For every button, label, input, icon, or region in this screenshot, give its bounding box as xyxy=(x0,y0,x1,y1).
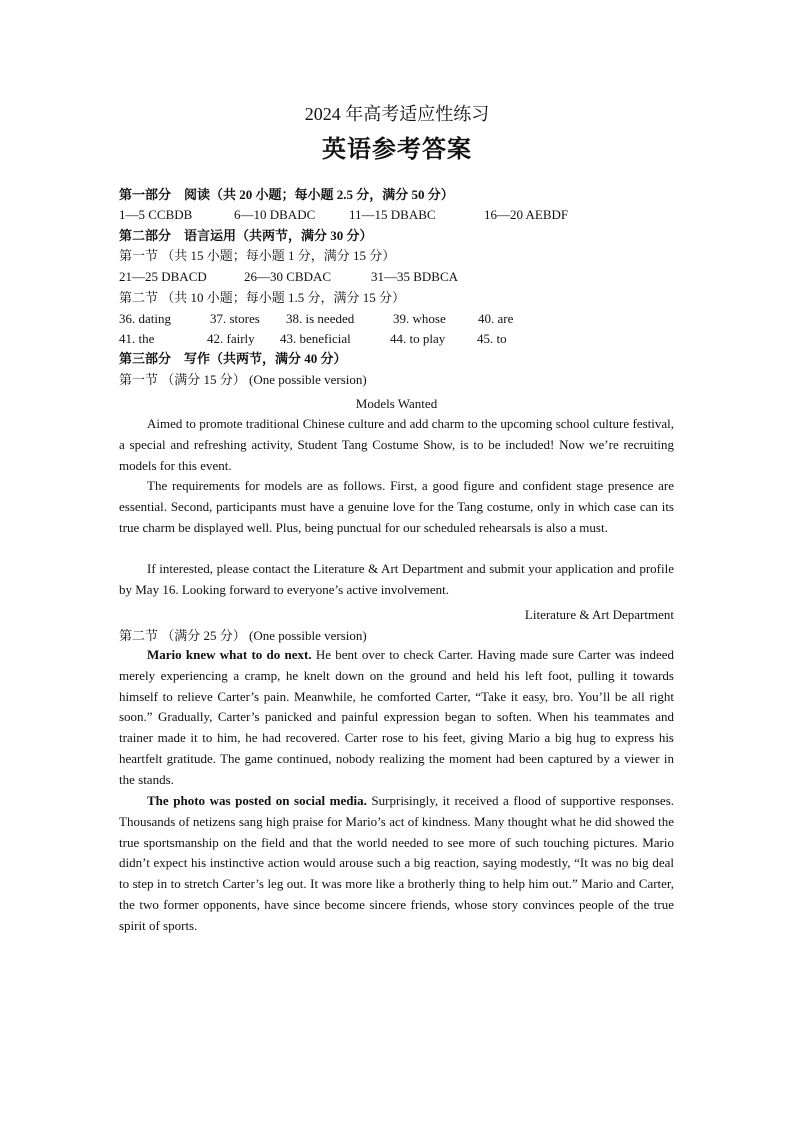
essay2-paragraph-2-lead: The photo was posted on social media. xyxy=(147,793,367,808)
part1-heading: 第一部分 阅读（共 20 小题；每小题 2.5 分，满分 50 分） xyxy=(119,187,454,202)
part2-s1-answer-2: 26—30 CBDAC xyxy=(244,269,332,284)
part2-section1-heading: 第一节 （共 15 小题；每小题 1 分，满分 15 分） xyxy=(119,248,396,263)
part2-section2-heading: 第二节 （共 10 小题；每小题 1.5 分，满分 15 分） xyxy=(119,290,406,305)
part2-heading: 第二部分 语言运用（共两节，满分 30 分） xyxy=(119,228,373,243)
part2-s2-answer-41: 41. the xyxy=(119,331,155,346)
part2-s2-answer-39: 39. whose xyxy=(393,311,446,326)
part3-section1-heading: 第一节 （满分 15 分） (One possible version) xyxy=(119,372,367,387)
part1-answer-2: 6—10 DBADC xyxy=(234,207,316,222)
part2-s1-answer-3: 31—35 BDBCA xyxy=(371,269,459,284)
essay1-paragraph-1: Aimed to promote traditional Chinese culture and add charm to the upcoming school culture festival, a special and refreshing activity, Student Tang Costume Show, is to be included! Now we’re recruiting models for this event. xyxy=(119,416,674,473)
part2-s2-answer-38: 38. is needed xyxy=(286,311,355,326)
part2-s2-answer-36: 36. dating xyxy=(119,311,171,326)
part1-answer-1: 1—5 CCBDB xyxy=(119,207,193,222)
part3-section2-heading: 第二节 （满分 25 分） (One possible version) xyxy=(119,628,367,643)
part2-s1-answer-1: 21—25 DBACD xyxy=(119,269,207,284)
essay2-paragraph-1 xyxy=(119,645,674,791)
essay1-signature: Literature & Art Department xyxy=(524,607,674,622)
part2-s2-answer-42: 42. fairly xyxy=(207,331,255,346)
essay1-paragraph-3: If interested, please contact the Literature & Art Department and submit your application and profile by May 16. Looking forward to everyone’s active involvement. xyxy=(119,561,674,597)
essay2-paragraph-2 xyxy=(119,791,674,937)
part3-heading: 第三部分 写作（共两节，满分 40 分） xyxy=(119,351,347,366)
part2-s2-answer-37: 37. stores xyxy=(210,311,260,326)
essay1-paragraph-2: The requirements for models are as follows. First, a good figure and confident stage presence are essential. Second, participants must have a genuine love for the Tang costume, only in which case can its true charm be displayed well. Plus, being punctual for our scheduled rehearsals is also a must. xyxy=(119,478,674,535)
essay2-paragraph-1-lead: Mario knew what to do next. xyxy=(147,647,312,662)
part2-s2-answer-45: 45. to xyxy=(477,331,507,346)
part2-s2-answer-44: 44. to play xyxy=(390,331,446,346)
page-title: 英语参考答案 xyxy=(322,137,472,163)
part2-s2-answer-40: 40. are xyxy=(478,311,514,326)
essay1-title: Models Wanted xyxy=(355,396,438,411)
essay2-paragraph-2-body: Surprisingly, it received a flood of supportive responses. Thousands of netizens sang high praise for Mario’s act of kindness. Many thought what he did showed the true sportsmanship on the field and that the world needed to see more of such touching pictures. Mario didn’t expect his instinctive action would arouse such a big reaction, saying modestly, “It was no big deal to step in to stretch Carter’s leg out. It was more like a brotherly thing to help him out.” Mario and Carter, the two former opponents, have since become sincere friends, whose story convinces people of the true spirit of sports. xyxy=(119,793,675,933)
part1-answer-3: 11—15 DBABC xyxy=(349,207,436,222)
part2-s2-answer-43: 43. beneficial xyxy=(280,331,351,346)
essay2-paragraph-1-body: He bent over to check Carter. Having made sure Carter was indeed merely experiencing a cramp, he knelt down on the ground and held his left foot, pulling it towards himself to relieve Carter’s pain. Meanwhile, he comforted Carter, “Take it easy, bro. You’ll be all right soon.” Gradually, Carter’s panicked and painful expression began to soften. When his teammates and trainer made it to him, he had recovered. Carter rose to his feet, giving Mario a big hug to express his heartfelt gratitude. The game continued, nobody realizing the moment had been captured by a viewer in the stands. xyxy=(119,647,674,787)
part1-answer-4: 16—20 AEBDF xyxy=(484,207,569,222)
exam-subtitle: 2024 年高考适应性练习 xyxy=(304,104,490,124)
